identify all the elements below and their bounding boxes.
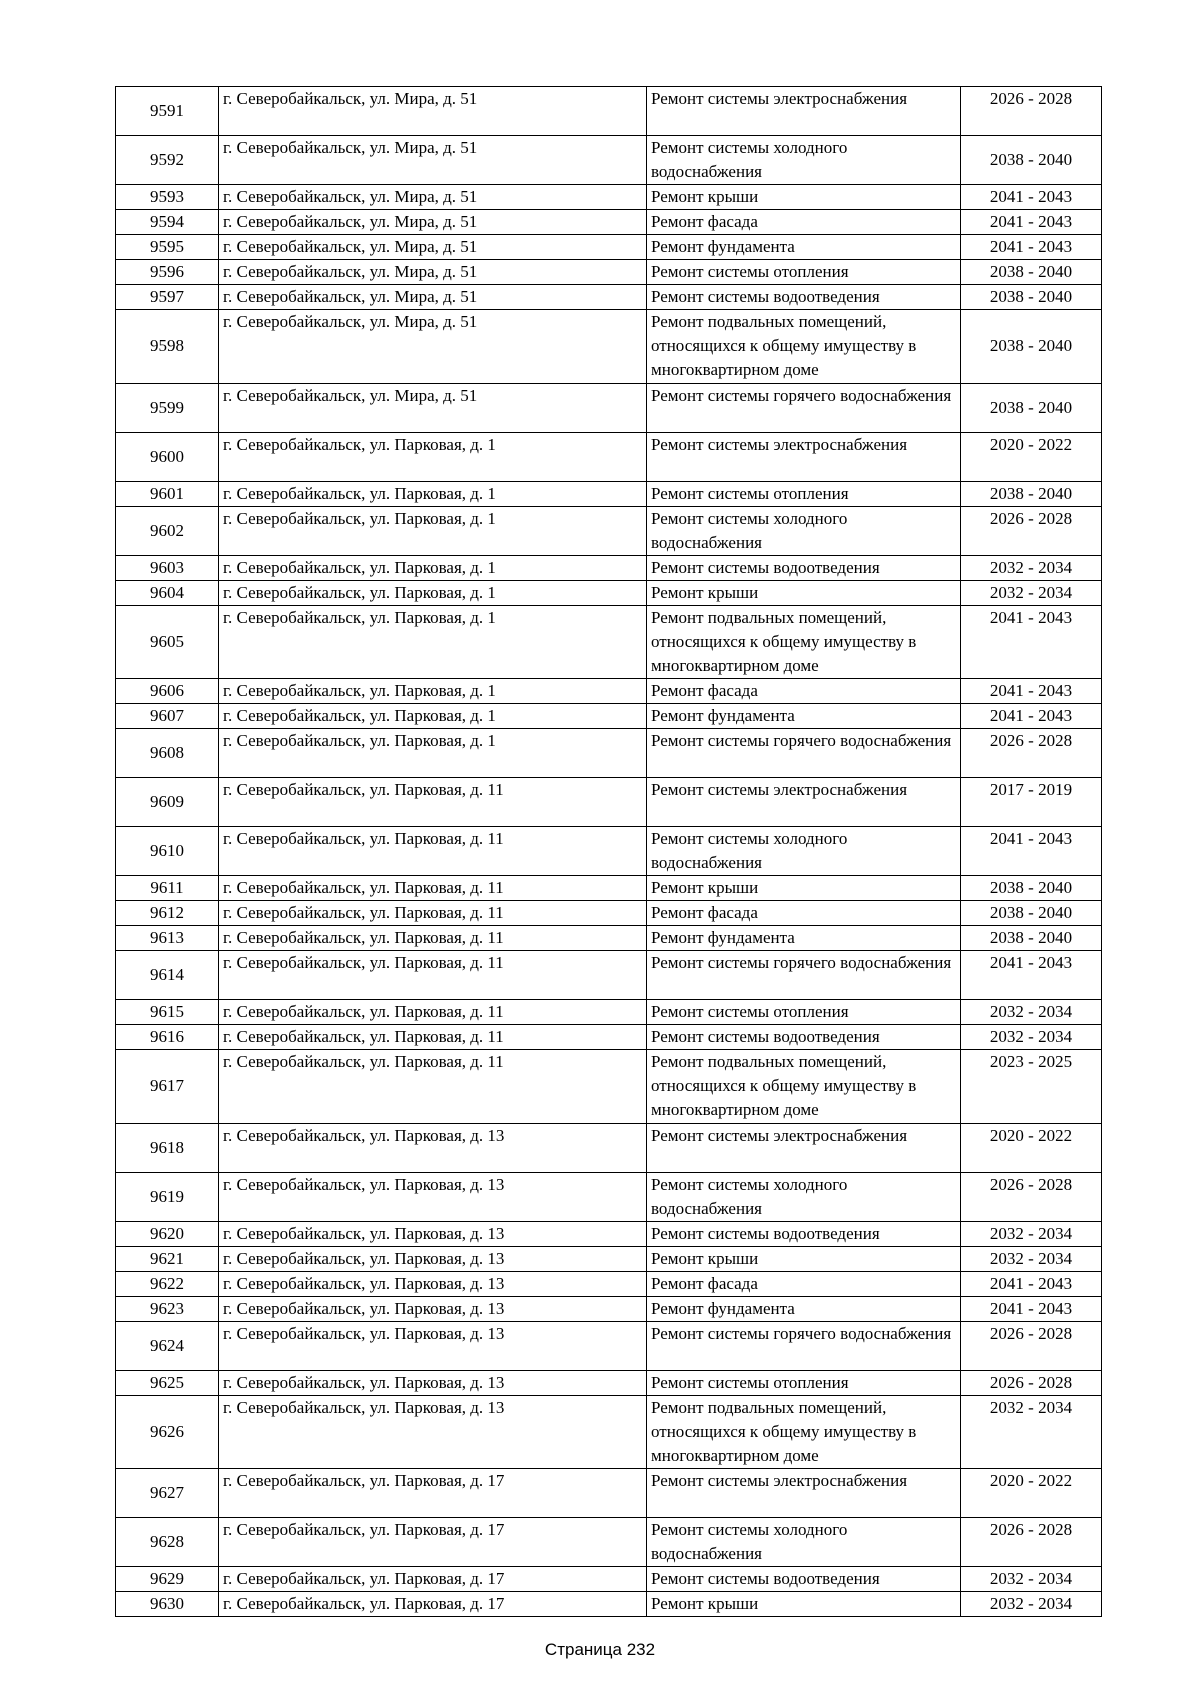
- work-type-cell: Ремонт системы водоотведения: [647, 285, 961, 310]
- row-number: 9592: [116, 136, 219, 185]
- row-number: 9616: [116, 1025, 219, 1050]
- period-cell: 2038 - 2040: [961, 136, 1102, 185]
- address-cell: г. Северобайкальск, ул. Парковая, д. 1: [219, 432, 647, 481]
- table-row: [116, 926, 1102, 951]
- work-type-cell: Ремонт системы холодного водоснабжения: [647, 136, 961, 185]
- period-cell: 2041 - 2043: [961, 605, 1102, 679]
- period-cell: 2023 - 2025: [961, 1050, 1102, 1124]
- table-row: [116, 1050, 1102, 1124]
- work-type-cell: Ремонт крыши: [647, 1246, 961, 1271]
- row-number: 9626: [116, 1395, 219, 1469]
- work-type-cell: Ремонт системы отопления: [647, 260, 961, 285]
- table-row: [116, 1123, 1102, 1172]
- period-cell: 2032 - 2034: [961, 1000, 1102, 1025]
- table-row: [116, 951, 1102, 1000]
- table-row: [116, 729, 1102, 778]
- table-row: [116, 1321, 1102, 1370]
- work-type-cell: Ремонт системы электроснабжения: [647, 1123, 961, 1172]
- period-cell: 2032 - 2034: [961, 1592, 1102, 1617]
- period-cell: 2026 - 2028: [961, 1321, 1102, 1370]
- work-type-cell: Ремонт крыши: [647, 1592, 961, 1617]
- table-row: [116, 1592, 1102, 1617]
- period-cell: 2038 - 2040: [961, 481, 1102, 506]
- address-cell: г. Северобайкальск, ул. Парковая, д. 13: [219, 1321, 647, 1370]
- period-cell: 2041 - 2043: [961, 1271, 1102, 1296]
- address-cell: г. Северобайкальск, ул. Парковая, д. 17: [219, 1469, 647, 1518]
- work-type-cell: Ремонт системы отопления: [647, 1370, 961, 1395]
- work-type-cell: Ремонт фундамента: [647, 1296, 961, 1321]
- row-number: 9615: [116, 1000, 219, 1025]
- address-cell: г. Северобайкальск, ул. Мира, д. 51: [219, 87, 647, 136]
- period-cell: 2020 - 2022: [961, 1469, 1102, 1518]
- address-cell: г. Северобайкальск, ул. Мира, д. 51: [219, 210, 647, 235]
- work-type-cell: Ремонт системы холодного водоснабжения: [647, 1518, 961, 1567]
- period-cell: 2026 - 2028: [961, 506, 1102, 555]
- row-number: 9603: [116, 555, 219, 580]
- table-row: [116, 827, 1102, 876]
- address-cell: г. Северобайкальск, ул. Парковая, д. 1: [219, 605, 647, 679]
- period-cell: 2041 - 2043: [961, 679, 1102, 704]
- work-type-cell: Ремонт системы отопления: [647, 1000, 961, 1025]
- period-cell: 2026 - 2028: [961, 87, 1102, 136]
- table-row: [116, 1271, 1102, 1296]
- table-row: [116, 1025, 1102, 1050]
- period-cell: 2038 - 2040: [961, 310, 1102, 384]
- table-row: [116, 704, 1102, 729]
- row-number: 9629: [116, 1567, 219, 1592]
- row-number: 9596: [116, 260, 219, 285]
- period-cell: 2032 - 2034: [961, 1395, 1102, 1469]
- period-cell: 2032 - 2034: [961, 1025, 1102, 1050]
- period-cell: 2038 - 2040: [961, 901, 1102, 926]
- work-type-cell: Ремонт системы водоотведения: [647, 1221, 961, 1246]
- address-cell: г. Северобайкальск, ул. Парковая, д. 13: [219, 1123, 647, 1172]
- period-cell: 2020 - 2022: [961, 432, 1102, 481]
- table-row: [116, 1221, 1102, 1246]
- period-cell: 2038 - 2040: [961, 926, 1102, 951]
- period-cell: 2017 - 2019: [961, 778, 1102, 827]
- period-cell: 2038 - 2040: [961, 383, 1102, 432]
- period-cell: 2041 - 2043: [961, 951, 1102, 1000]
- capital-repair-table: [115, 86, 1102, 1617]
- table-body: [116, 87, 1102, 1617]
- address-cell: г. Северобайкальск, ул. Парковая, д. 1: [219, 555, 647, 580]
- table-row: [116, 87, 1102, 136]
- address-cell: г. Северобайкальск, ул. Парковая, д. 11: [219, 876, 647, 901]
- row-number: 9602: [116, 506, 219, 555]
- work-type-cell: Ремонт системы горячего водоснабжения: [647, 1321, 961, 1370]
- address-cell: г. Северобайкальск, ул. Парковая, д. 11: [219, 951, 647, 1000]
- table-row: [116, 136, 1102, 185]
- period-cell: 2032 - 2034: [961, 1221, 1102, 1246]
- row-number: 9597: [116, 285, 219, 310]
- work-type-cell: Ремонт системы водоотведения: [647, 1567, 961, 1592]
- row-number: 9604: [116, 580, 219, 605]
- row-number: 9617: [116, 1050, 219, 1124]
- address-cell: г. Северобайкальск, ул. Парковая, д. 11: [219, 1025, 647, 1050]
- table-row: [116, 778, 1102, 827]
- table-row: [116, 1518, 1102, 1567]
- work-type-cell: Ремонт фасада: [647, 1271, 961, 1296]
- table-row: [116, 1469, 1102, 1518]
- table-row: [116, 1567, 1102, 1592]
- address-cell: г. Северобайкальск, ул. Парковая, д. 1: [219, 580, 647, 605]
- table-row: [116, 432, 1102, 481]
- period-cell: 2038 - 2040: [961, 260, 1102, 285]
- row-number: 9613: [116, 926, 219, 951]
- work-type-cell: Ремонт крыши: [647, 185, 961, 210]
- page-number: Страница 232: [544, 1640, 656, 1659]
- row-number: 9609: [116, 778, 219, 827]
- address-cell: г. Северобайкальск, ул. Парковая, д. 11: [219, 926, 647, 951]
- table-row: [116, 310, 1102, 384]
- address-cell: г. Северобайкальск, ул. Парковая, д. 17: [219, 1592, 647, 1617]
- work-type-cell: Ремонт подвальных помещений, относящихся к общему имуществу в многоквартирном доме: [647, 1395, 961, 1469]
- row-number: 9598: [116, 310, 219, 384]
- period-cell: 2041 - 2043: [961, 1296, 1102, 1321]
- period-cell: 2032 - 2034: [961, 1567, 1102, 1592]
- row-number: 9607: [116, 704, 219, 729]
- period-cell: 2026 - 2028: [961, 1172, 1102, 1221]
- row-number: 9595: [116, 235, 219, 260]
- address-cell: г. Северобайкальск, ул. Мира, д. 51: [219, 310, 647, 384]
- row-number: 9594: [116, 210, 219, 235]
- address-cell: г. Северобайкальск, ул. Парковая, д. 11: [219, 901, 647, 926]
- work-type-cell: Ремонт системы горячего водоснабжения: [647, 951, 961, 1000]
- row-number: 9623: [116, 1296, 219, 1321]
- row-number: 9618: [116, 1123, 219, 1172]
- table-row: [116, 210, 1102, 235]
- row-number: 9622: [116, 1271, 219, 1296]
- table-row: [116, 260, 1102, 285]
- period-cell: 2032 - 2034: [961, 1246, 1102, 1271]
- row-number: 9605: [116, 605, 219, 679]
- row-number: 9620: [116, 1221, 219, 1246]
- work-type-cell: Ремонт подвальных помещений, относящихся к общему имуществу в многоквартирном доме: [647, 1050, 961, 1124]
- period-cell: 2032 - 2034: [961, 555, 1102, 580]
- address-cell: г. Северобайкальск, ул. Парковая, д. 11: [219, 778, 647, 827]
- work-type-cell: Ремонт фундамента: [647, 926, 961, 951]
- work-type-cell: Ремонт системы горячего водоснабжения: [647, 383, 961, 432]
- address-cell: г. Северобайкальск, ул. Парковая, д. 13: [219, 1271, 647, 1296]
- row-number: 9600: [116, 432, 219, 481]
- table-row: [116, 580, 1102, 605]
- work-type-cell: Ремонт системы электроснабжения: [647, 87, 961, 136]
- row-number: 9628: [116, 1518, 219, 1567]
- period-cell: 2041 - 2043: [961, 210, 1102, 235]
- work-type-cell: Ремонт крыши: [647, 876, 961, 901]
- address-cell: г. Северобайкальск, ул. Мира, д. 51: [219, 260, 647, 285]
- work-type-cell: Ремонт системы горячего водоснабжения: [647, 729, 961, 778]
- work-type-cell: Ремонт крыши: [647, 580, 961, 605]
- row-number: 9611: [116, 876, 219, 901]
- table-row: [116, 235, 1102, 260]
- row-number: 9630: [116, 1592, 219, 1617]
- table-row: [116, 605, 1102, 679]
- table-row: [116, 506, 1102, 555]
- period-cell: 2032 - 2034: [961, 580, 1102, 605]
- address-cell: г. Северобайкальск, ул. Парковая, д. 13: [219, 1246, 647, 1271]
- table-row: [116, 481, 1102, 506]
- row-number: 9593: [116, 185, 219, 210]
- period-cell: 2026 - 2028: [961, 729, 1102, 778]
- address-cell: г. Северобайкальск, ул. Парковая, д. 1: [219, 506, 647, 555]
- row-number: 9599: [116, 383, 219, 432]
- address-cell: г. Северобайкальск, ул. Парковая, д. 11: [219, 827, 647, 876]
- period-cell: 2041 - 2043: [961, 704, 1102, 729]
- period-cell: 2038 - 2040: [961, 285, 1102, 310]
- row-number: 9610: [116, 827, 219, 876]
- row-number: 9606: [116, 679, 219, 704]
- address-cell: г. Северобайкальск, ул. Парковая, д. 1: [219, 481, 647, 506]
- work-type-cell: Ремонт подвальных помещений, относящихся к общему имуществу в многоквартирном доме: [647, 310, 961, 384]
- work-type-cell: Ремонт системы водоотведения: [647, 555, 961, 580]
- row-number: 9614: [116, 951, 219, 1000]
- work-type-cell: Ремонт системы холодного водоснабжения: [647, 827, 961, 876]
- work-type-cell: Ремонт системы электроснабжения: [647, 1469, 961, 1518]
- table-row: [116, 1370, 1102, 1395]
- period-cell: 2041 - 2043: [961, 827, 1102, 876]
- work-type-cell: Ремонт системы холодного водоснабжения: [647, 506, 961, 555]
- work-type-cell: Ремонт системы холодного водоснабжения: [647, 1172, 961, 1221]
- row-number: 9624: [116, 1321, 219, 1370]
- work-type-cell: Ремонт системы электроснабжения: [647, 778, 961, 827]
- work-type-cell: Ремонт фасада: [647, 901, 961, 926]
- row-number: 9601: [116, 481, 219, 506]
- row-number: 9612: [116, 901, 219, 926]
- work-type-cell: Ремонт системы электроснабжения: [647, 432, 961, 481]
- table-row: [116, 383, 1102, 432]
- row-number: 9591: [116, 87, 219, 136]
- address-cell: г. Северобайкальск, ул. Парковая, д. 13: [219, 1296, 647, 1321]
- period-cell: 2026 - 2028: [961, 1370, 1102, 1395]
- table-row: [116, 1296, 1102, 1321]
- table-row: [116, 901, 1102, 926]
- address-cell: г. Северобайкальск, ул. Парковая, д. 11: [219, 1050, 647, 1124]
- table-row: [116, 185, 1102, 210]
- row-number: 9625: [116, 1370, 219, 1395]
- row-number: 9621: [116, 1246, 219, 1271]
- address-cell: г. Северобайкальск, ул. Мира, д. 51: [219, 185, 647, 210]
- address-cell: г. Северобайкальск, ул. Парковая, д. 17: [219, 1567, 647, 1592]
- address-cell: г. Северобайкальск, ул. Мира, д. 51: [219, 383, 647, 432]
- address-cell: г. Северобайкальск, ул. Парковая, д. 13: [219, 1221, 647, 1246]
- work-type-cell: Ремонт фундамента: [647, 704, 961, 729]
- table-row: [116, 1246, 1102, 1271]
- period-cell: 2041 - 2043: [961, 235, 1102, 260]
- address-cell: г. Северобайкальск, ул. Парковая, д. 13: [219, 1370, 647, 1395]
- table-row: [116, 876, 1102, 901]
- row-number: 9608: [116, 729, 219, 778]
- period-cell: 2020 - 2022: [961, 1123, 1102, 1172]
- row-number: 9627: [116, 1469, 219, 1518]
- address-cell: г. Северобайкальск, ул. Мира, д. 51: [219, 136, 647, 185]
- table-row: [116, 555, 1102, 580]
- period-cell: 2041 - 2043: [961, 185, 1102, 210]
- address-cell: г. Северобайкальск, ул. Парковая, д. 13: [219, 1395, 647, 1469]
- work-type-cell: Ремонт фундамента: [647, 235, 961, 260]
- work-type-cell: Ремонт фасада: [647, 679, 961, 704]
- address-cell: г. Северобайкальск, ул. Парковая, д. 11: [219, 1000, 647, 1025]
- table-row: [116, 285, 1102, 310]
- work-type-cell: Ремонт фасада: [647, 210, 961, 235]
- address-cell: г. Северобайкальск, ул. Парковая, д. 13: [219, 1172, 647, 1221]
- work-type-cell: Ремонт системы отопления: [647, 481, 961, 506]
- address-cell: г. Северобайкальск, ул. Мира, д. 51: [219, 235, 647, 260]
- row-number: 9619: [116, 1172, 219, 1221]
- address-cell: г. Северобайкальск, ул. Парковая, д. 1: [219, 679, 647, 704]
- address-cell: г. Северобайкальск, ул. Парковая, д. 1: [219, 729, 647, 778]
- address-cell: г. Северобайкальск, ул. Парковая, д. 1: [219, 704, 647, 729]
- period-cell: 2038 - 2040: [961, 876, 1102, 901]
- address-cell: г. Северобайкальск, ул. Парковая, д. 17: [219, 1518, 647, 1567]
- address-cell: г. Северобайкальск, ул. Мира, д. 51: [219, 285, 647, 310]
- period-cell: 2026 - 2028: [961, 1518, 1102, 1567]
- table-row: [116, 1395, 1102, 1469]
- work-type-cell: Ремонт подвальных помещений, относящихся к общему имуществу в многоквартирном доме: [647, 605, 961, 679]
- table-row: [116, 679, 1102, 704]
- table-row: [116, 1172, 1102, 1221]
- table-row: [116, 1000, 1102, 1025]
- work-type-cell: Ремонт системы водоотведения: [647, 1025, 961, 1050]
